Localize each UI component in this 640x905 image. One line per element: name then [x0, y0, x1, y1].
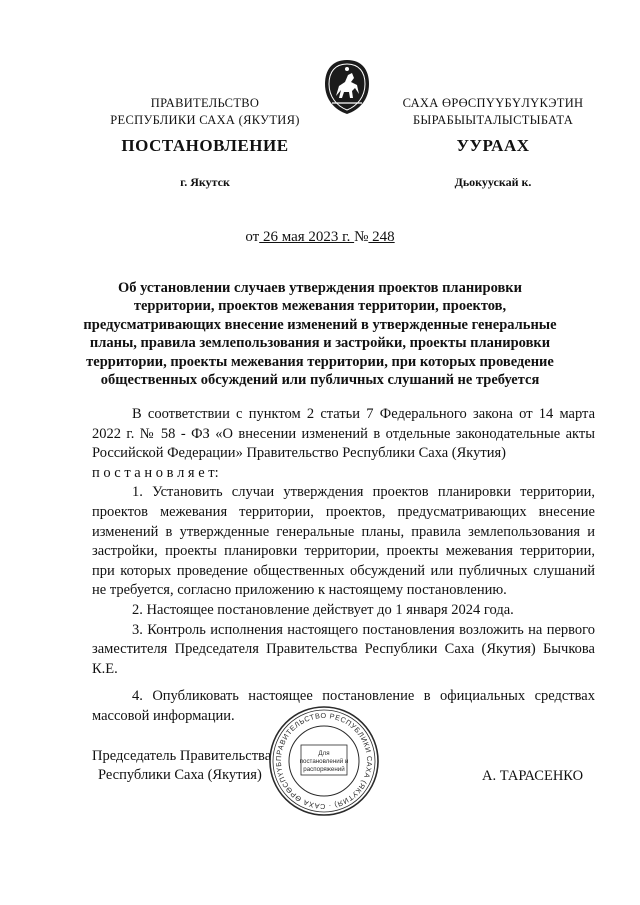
header-left — [90, 95, 320, 129]
city-sah: Дьокуускай к. — [454, 175, 532, 189]
document-body — [92, 405, 595, 727]
official-seal-stamp — [268, 705, 380, 817]
document-date-number — [0, 229, 640, 246]
document-type-ru: ПОСТАНОВЛЕНИЕ — [121, 136, 289, 155]
document-date: 26 мая 2023 г. — [259, 229, 355, 245]
subject-line: предусматривающих внесение изменений в утвержденные генеральные — [83, 316, 557, 333]
coat-of-arms-emblem — [322, 58, 372, 116]
subject-line: общественных обсуждений или публичных слушаний не требуется — [100, 372, 540, 389]
government-name-sah: САХА ӨРӨСПҮҮБҮЛҮКЭТИН — [402, 96, 584, 110]
document-number: 248 — [368, 229, 395, 245]
subject-line: Об установлении случаев утверждения проектов планировки — [117, 280, 523, 296]
republic-name-ru: РЕСПУБЛИКИ САХА (ЯКУТИЯ) — [110, 113, 300, 127]
seal-center-line-3: распоряжений — [303, 766, 345, 773]
position-line-1: Председатель Правительства — [92, 748, 272, 764]
position-line-2: Республики Саха (Якутия) — [98, 767, 262, 783]
city-ru: г. Якутск — [180, 175, 230, 189]
item-3-paragraph: 3. Контроль исполнения настоящего постановления возложить на первого заместителя Председателя Правительства Республики Саха (Якутия) Бычкова К.Е. — [92, 621, 595, 677]
item-4-paragraph: 4. Опубликовать настоящее постановление в официальных средствах массовой информации. — [92, 688, 595, 724]
subject-line: планы, правила землепользования и застройки, проекты планировки — [89, 335, 551, 352]
republic-name-sah: БЫРАБЫЫТАЛЫСТЫБАТА — [412, 113, 574, 127]
date-prefix: от — [245, 229, 260, 245]
item-2-paragraph: 2. Настоящее постановление действует до 1 января 2024 года. — [132, 601, 514, 618]
preamble-paragraph: В соответствии с пунктом 2 статьи 7 Федерального закона от 14 марта 2022 г. № 58 - ФЗ «О внесении изменений в отдельные законодательные акты Российской Федерации» Правительство Республики Саха (Якутия) — [92, 406, 595, 462]
header-right — [378, 95, 608, 129]
document-type-sah: УУРААХ — [456, 136, 530, 155]
item-1-paragraph: 1. Установить случаи утверждения проектов планировки территории, проектов межевания территории, проектов, предусматривающих внесение изменений в утвержденные генеральные планы, правила землепользования и застройки, проекты планировки территории, проекты межевания территории, при которых проведение общественных обсуждений или публичных слушаний не требуется, согласно приложению к настоящему постановлению. — [92, 484, 595, 599]
seal-center-line-1: Для — [318, 750, 330, 757]
decrees-word: п о с т а н о в л я е т: — [92, 464, 219, 481]
government-name-ru: ПРАВИТЕЛЬСТВО — [150, 96, 260, 110]
signatory-name: А. ТАРАСЕНКО — [482, 768, 584, 784]
seal-center-line-2: постановлений и — [299, 758, 349, 765]
document-subject — [80, 279, 560, 389]
subject-line: территории, проекты межевания территории, при которых проведение — [86, 353, 554, 370]
seal-ring-text: ПРАВИТЕЛЬСТВО РЕСПУБЛИКИ САХА (ЯКУТИЯ) · САХА ӨРӨСПҮҮБ — [273, 710, 375, 812]
number-sign: № — [354, 229, 369, 245]
subject-line: территории, проектов межевания территории, проектов, — [133, 298, 507, 315]
